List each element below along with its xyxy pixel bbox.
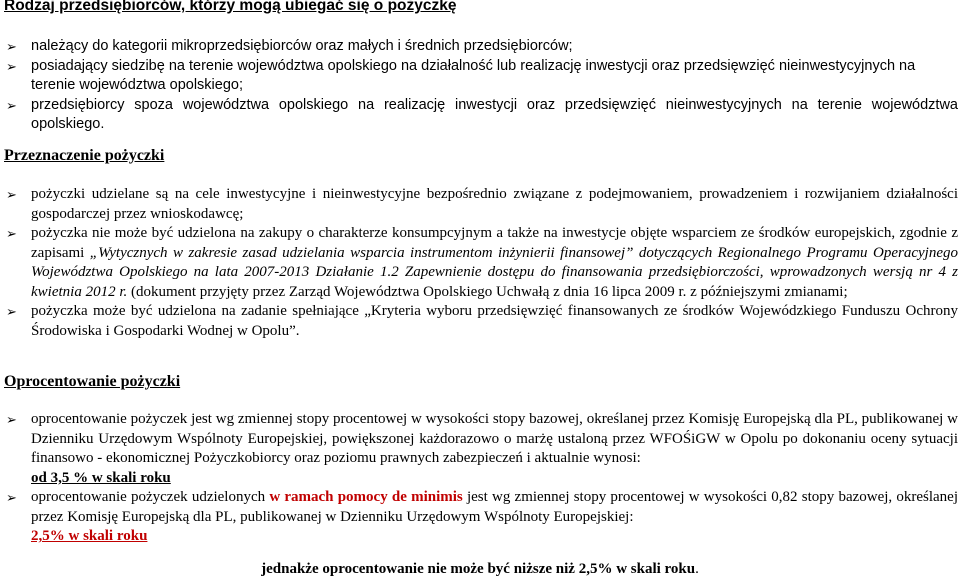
list-item-text: posiadający siedzibę na terenie województwa opolskiego na działalność lub realizację inwestycji oraz przedsięwzięć nieinwestycyjnych na terenie województwa opolskiego;: [31, 58, 916, 93]
minimum-rate-text: jednakże oprocentowanie nie może być niższe niż 2,5% w skali roku: [261, 561, 696, 577]
list-item-text: przedsiębiorcy spoza województwa opolskiego na realizację inwestycji oraz przedsięwzięć nieinwestycyjnych na terenie województwa opolskiego.: [31, 97, 958, 132]
minimum-rate-note: [0, 560, 960, 579]
interest-list: [0, 410, 958, 547]
list-item-text: pożyczki udzielane są na cele inwestycyjne i nieinwestycyjne bezpośrednio związane z podejmowaniem, prowadzeniem i rozwijaniem działalności gospodarczej przez wnioskodawcę;: [31, 186, 958, 222]
applicants-list: [0, 37, 958, 134]
list-item: [0, 37, 958, 56]
arrowhead-bullet-icon: ➢: [6, 304, 17, 319]
section-heading-purpose: Przeznaczenie pożyczki: [4, 147, 165, 164]
list-item: [0, 224, 958, 302]
list-item-text: (dokument przyjęty przez Zarząd Województwa Opolskiego Uchwałą z dnia 16 lipca 2009 r. z późniejszymi zmianami;: [127, 283, 848, 300]
arrowhead-bullet-icon: ➢: [6, 59, 17, 74]
section-heading-interest: Oprocentowanie pożyczki: [4, 373, 181, 390]
list-item: [0, 410, 958, 488]
list-item: [0, 488, 958, 547]
list-item: [0, 96, 958, 134]
arrowhead-bullet-icon: ➢: [6, 187, 17, 202]
de-minimis-rate: 2,5% w skali roku: [31, 528, 148, 544]
list-item-text: oprocentowanie pożyczek udzielonych: [31, 489, 270, 505]
guidelines-citation: „Wytycznych w zakresie zasad udzielania wsparcia instrumentom inżynierii finansowej” dotyczących Regionalnego Programu Operacyjnego Województwa Opolskiego na lata 2007-2013 Działanie 1.2 Zapewnienie dostępu do finansowania przedsiębiorczości, wprowadzonych wersją nr 4 z kwietnia 2012 r.: [31, 244, 958, 300]
list-item: [0, 57, 958, 95]
list-item-text: jest wg zmiennej stopy procentowej w wysokości 0,82 stopy bazowej, określanej przez Komisję Europejską dla PL, publikowanej w Dzienniku Urzędowym Wspólnoty Europejskiej:: [31, 489, 959, 525]
list-item-text: pożyczka może być udzielona na zadanie spełniające „Kryteria wyboru przedsięwzięć finansowanych ze środków Wojewódzkiego Funduszu Ochrony Środowiska i Gospodarki Wodnej w Opolu”.: [31, 303, 958, 339]
de-minimis-highlight: w ramach pomocy de minimis: [269, 489, 463, 505]
list-item: [0, 302, 958, 341]
standard-rate: od 3,5 % w skali roku: [31, 469, 171, 486]
arrowhead-bullet-icon: ➢: [6, 226, 17, 241]
list-item-text: oprocentowanie pożyczek jest wg zmiennej stopy procentowej w wysokości stopy bazowej, określanej przez Komisję Europejską dla PL, publikowanej w Dzienniku Urzędowym Wspólnoty Europejskiej, powiększonej każdorazowo o marżę ustaloną przez WFOŚiGW w Opolu po dokonaniu oceny sytuacji finansowo - ekonomicznej Pożyczkobiorcy oraz poziomu prawnych zabezpieczeń i aktualnie wynosi:: [31, 411, 958, 466]
section-heading-applicants: Rodzaj przedsiębiorców, którzy mogą ubiegać się o pożyczkę: [4, 0, 457, 14]
list-item-text: należący do kategorii mikroprzedsiębiorców oraz małych i średnich przedsiębiorców;: [31, 38, 573, 54]
arrowhead-bullet-icon: ➢: [6, 490, 17, 505]
purpose-list: [0, 185, 958, 341]
sentence-period: .: [695, 561, 699, 577]
arrowhead-bullet-icon: ➢: [6, 39, 17, 54]
list-item-text: pożyczka nie może być udzielona na zakupy o charakterze konsumpcyjnym a także na inwestycje objęte wsparciem ze środków europejskich, zgodnie z zapisami: [31, 225, 958, 261]
arrowhead-bullet-icon: ➢: [6, 412, 17, 427]
arrowhead-bullet-icon: ➢: [6, 98, 17, 113]
list-item: [0, 185, 958, 224]
